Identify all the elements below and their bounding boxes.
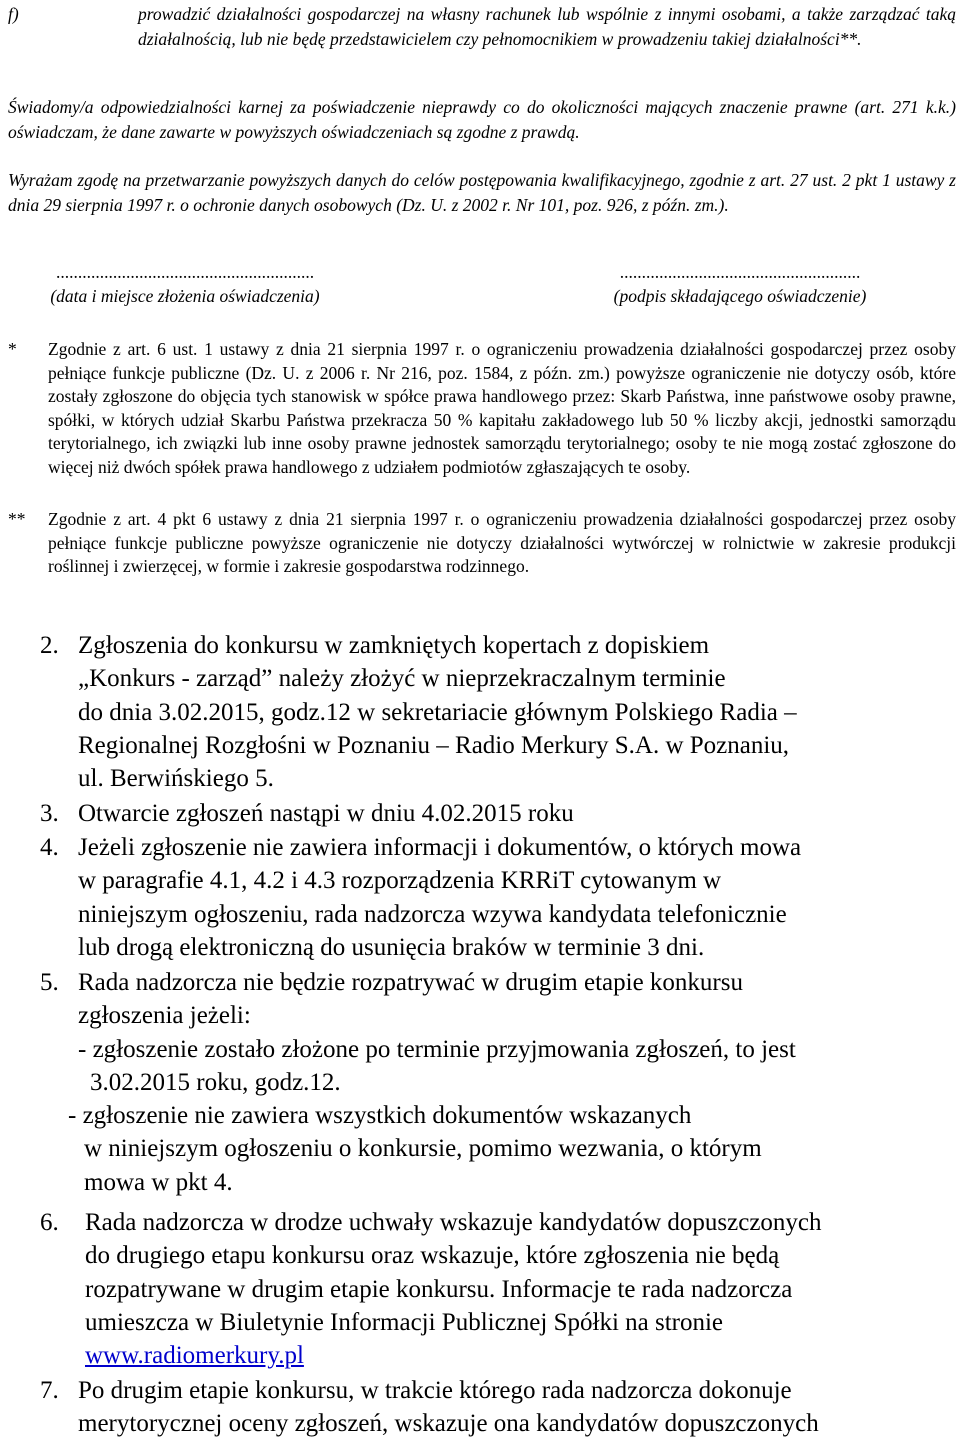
signature-caption: (podpis składającego oświadczenie) — [613, 286, 867, 306]
point-6-number: 6. — [40, 1209, 59, 1236]
point-5-number: 5. — [40, 969, 59, 996]
item-f-text: prowadzić działalności gospodarczej na własny rachunek lub wspólnie z innymi osobami, a także zarządzać taką działalnością, lub nie będę przedstawicielem czy pełnomocnikiem w prowadzeniu takiej działalności**. — [138, 4, 956, 49]
footnote-text: Zgodnie z art. 4 pkt 6 ustawy z dnia 21 sierpnia 1997 r. o ograniczeniu prowadzenia działalności gospodarczej przez osoby pełniące funkcje publiczne powyższe ograniczenie nie dotyczy działalności wytwórczej w rolnictwie w zakresie produkcji roślinnej i zwierzęcej, w formie i zakresie gospodarstwa rodzinnego. — [48, 509, 956, 576]
point-6-line: rozpatrywane w drugim etapie konkursu. Informacje te rada nadzorcza — [85, 1275, 793, 1303]
footnote-marker: ** — [8, 509, 26, 529]
point-5-line: mowa w pkt 4. — [84, 1168, 233, 1196]
point-2-line: Regionalnej Rozgłośni w Poznaniu – Radio Merkury S.A. w Poznaniu, — [78, 731, 790, 759]
point-6-line: Rada nadzorcza w drodze uchwały wskazuje kandydatów dopuszczonych — [85, 1209, 822, 1236]
dots-line-left: ........................................................... — [55, 262, 315, 282]
footnote-text: Zgodnie z art. 6 ust. 1 ustawy z dnia 21 sierpnia 1997 r. o ograniczeniu prowadzenia działalności gospodarczej przez osoby pełniące funkcje publiczne (Dz. U. z 2006 r. Nr 216, poz. 1584, z późn. zm.) powyższe ograniczenie nie dotyczy osób, które zostały zgłoszone do objęcia tych stanowisk w spółce prawa handlowego przez: Skarb Państwa, inne państwowe osoby prawne, spółki, w których udział Skarbu Państwa przekracza 50 % kapitału zakładowego lub 50 % liczby akcji, jednostki samorządu terytorialnego, ich związki lub inne osoby prawne jednostek samorządu terytorialnego; osoby te nie mogą zostać zgłoszone do więcej niż dwóch spółek prawa handlowego z udziałem podmiotów zgłaszających te osoby. — [48, 339, 956, 477]
point-6-line: do drugiego etapu konkursu oraz wskazuje, które zgłoszenia nie będą — [85, 1242, 780, 1270]
dots-line-right: ....................................................... — [619, 262, 861, 282]
point-4-line: niniejszym ogłoszeniu, rada nadzorcza wzywa kandydata telefonicznie — [78, 900, 787, 928]
footnote-marker: * — [8, 339, 17, 359]
point-6-line: umieszcza w Biuletynie Informacji Publicznej Spółki na stronie — [85, 1308, 724, 1336]
point-5-line: Rada nadzorcza nie będzie rozpatrywać w drugim etapie konkursu — [78, 969, 743, 996]
point-2 — [78, 629, 948, 795]
declaration-item-f — [8, 2, 956, 51]
point-2-line: „Konkurs - zarząd” należy złożyć w nieprzekraczalnym terminie — [78, 665, 726, 693]
date-place-field — [10, 260, 360, 308]
consent-statement: Wyrażam zgodę na przetwarzanie powyższych danych do celów postępowania kwalifikacyjnego, zgodnie z art. 27 ust. 2 pkt 1 ustawy z dnia 29 sierpnia 1997 r. o ochronie danych osobowych (Dz. U. z 2002 r. Nr 101, poz. 926, z późn. zm.). — [8, 170, 956, 215]
radiomerkury-link[interactable]: www.radiomerkury.pl — [85, 1342, 304, 1370]
point-2-line: Zgłoszenia do konkursu w zamkniętych kopertach z dopiskiem — [78, 632, 710, 659]
footnote-1 — [8, 338, 956, 479]
point-4 — [78, 831, 958, 964]
point-2-line: do dnia 3.02.2015, godz.12 w sekretariacie głównym Polskiego Radia – — [78, 698, 797, 726]
point-5-line: w niniejszym ogłoszeniu o konkursie, pomimo wezwania, o którym — [84, 1135, 762, 1163]
point-4-line: Jeżeli zgłoszenie nie zawiera informacji i dokumentów, o których mowa — [78, 834, 802, 861]
awareness-statement: Świadomy/a odpowiedzialności karnej za poświadczenie nieprawdy co do okoliczności mających znaczenie prawne (art. 271 k.k.) oświadczam, że dane zawarte w powyższych oświadczeniach są zgodne z prawdą. — [8, 97, 956, 142]
point-4-number: 4. — [40, 834, 59, 861]
point-2-line: ul. Berwińskiego 5. — [78, 765, 274, 793]
point-5-dash-item: - zgłoszenie nie zawiera wszystkich dokumentów wskazanych — [68, 1102, 692, 1130]
point-4-line: w paragrafie 4.1, 4.2 i 4.3 rozporządzenia KRRiT cytowanym w — [78, 867, 722, 895]
point-4-line: lub drogą elektroniczną do usunięcia braków w terminie 3 dni. — [78, 933, 705, 961]
point-5 — [68, 966, 958, 1199]
footnote-2 — [8, 508, 956, 579]
point-5-line: zgłoszenia jeżeli: — [78, 1002, 251, 1030]
point-7 — [78, 1374, 958, 1441]
point-3-number: 3. — [40, 800, 59, 827]
point-7-line: merytorycznej oceny zgłoszeń, wskazuje ona kandydatów dopuszczonych — [78, 1410, 819, 1438]
point-6 — [85, 1206, 958, 1372]
point-7-line: Po drugim etapie konkursu, w trakcie którego rada nadzorcza dokonuje — [78, 1377, 792, 1404]
point-7-number: 7. — [40, 1377, 59, 1404]
signature-field — [565, 260, 915, 308]
point-2-number: 2. — [40, 632, 59, 659]
point-5-dash-item: - zgłoszenie zostało złożone po terminie przyjmowania zgłoszeń, to jest — [78, 1035, 796, 1063]
date-place-caption: (data i miejsce złożenia oświadczenia) — [50, 286, 320, 306]
point-5-line: 3.02.2015 roku, godz.12. — [90, 1068, 341, 1096]
item-f-label: f) — [8, 4, 19, 24]
point-3: Otwarcie zgłoszeń nastąpi w dniu 4.02.2015 roku — [78, 800, 574, 827]
